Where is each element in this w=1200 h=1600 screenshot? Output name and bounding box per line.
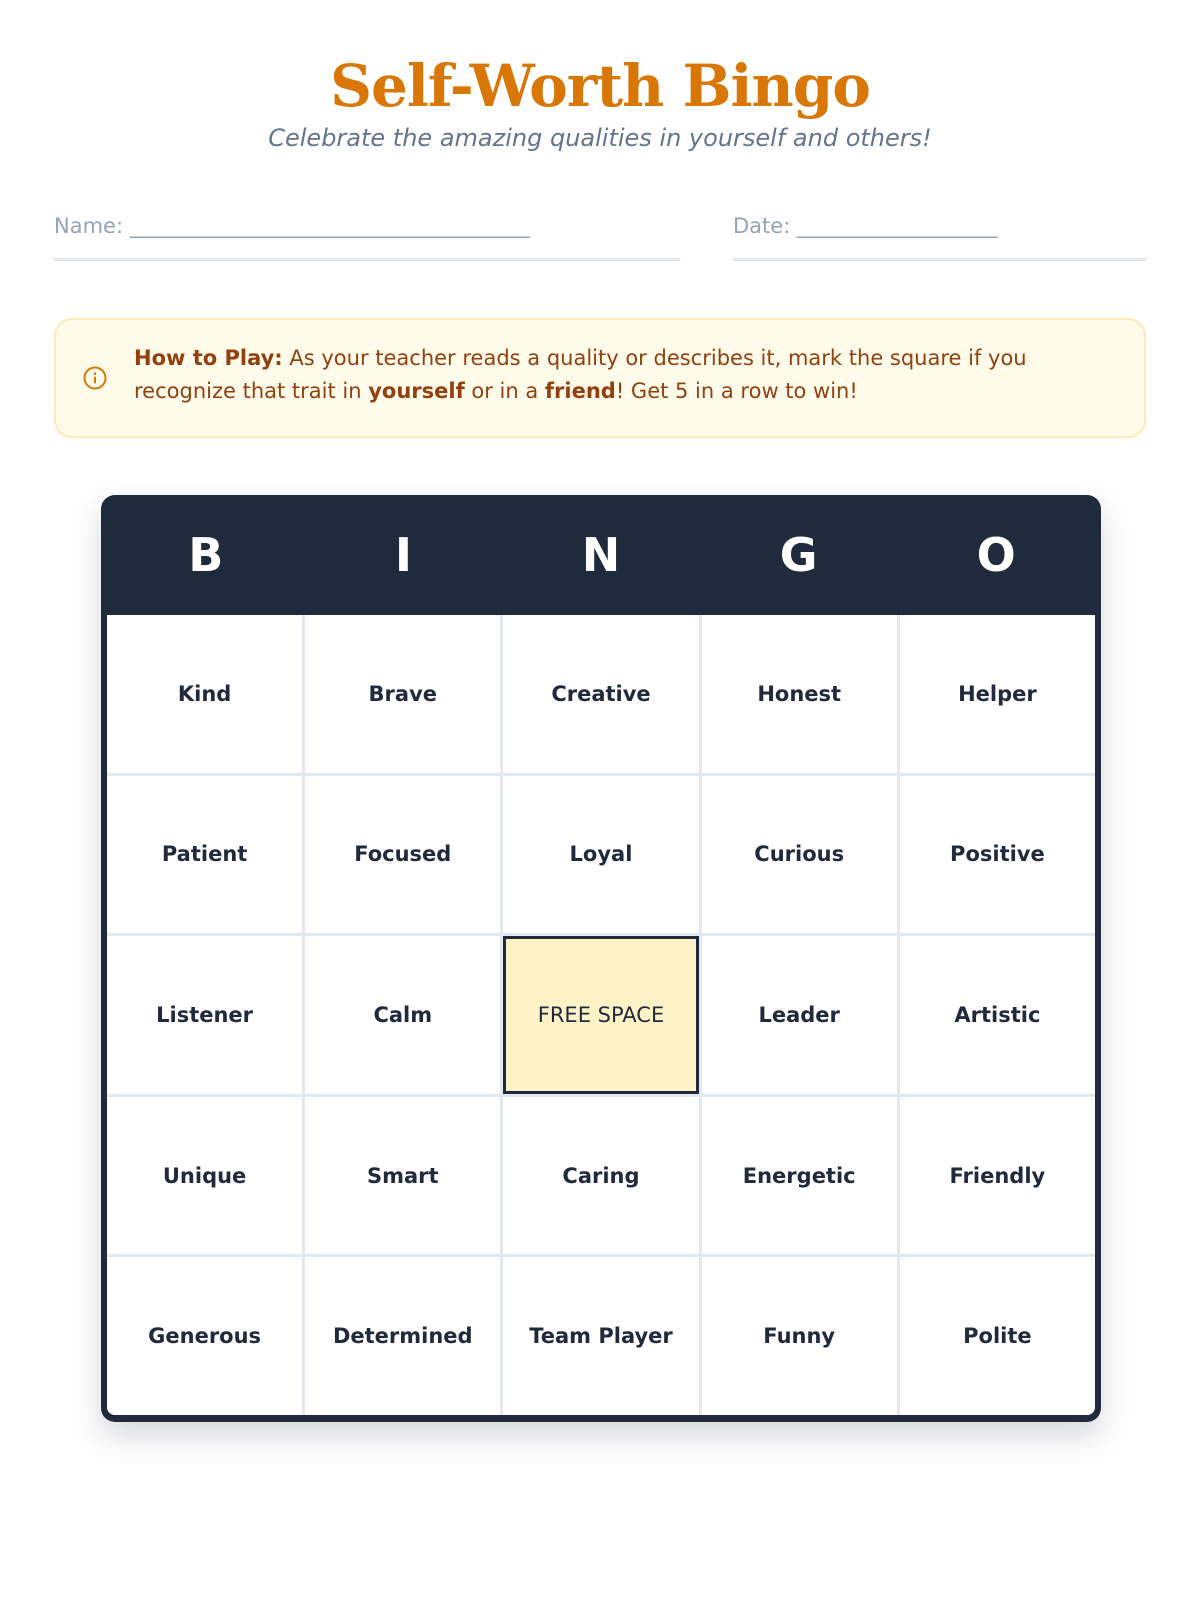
bingo-cell[interactable]: Loyal <box>503 776 698 934</box>
bingo-cell[interactable]: Leader <box>702 936 897 1094</box>
yourself-emphasis: yourself <box>368 379 465 403</box>
bingo-cell[interactable]: Patient <box>107 776 302 934</box>
how-to-play-callout <box>54 318 1146 438</box>
bingo-cell[interactable]: Kind <box>107 615 302 773</box>
bingo-cell[interactable]: Curious <box>702 776 897 934</box>
bingo-cell[interactable]: Focused <box>305 776 500 934</box>
name-field[interactable] <box>54 214 680 261</box>
page-title: Self-Worth Bingo <box>330 52 870 120</box>
bingo-letter-i: I <box>394 528 412 582</box>
bingo-cell[interactable]: Calm <box>305 936 500 1094</box>
bingo-cell[interactable]: Friendly <box>900 1097 1095 1255</box>
page-subtitle: Celebrate the amazing qualities in yourself and others! <box>268 124 932 152</box>
how-to-play-text-1: As your teacher reads a quality or describes it, mark the square if you recognize that trait in <box>134 346 1027 403</box>
bingo-cell[interactable]: Caring <box>503 1097 698 1255</box>
bingo-board <box>101 495 1101 1422</box>
bingo-cell[interactable]: Creative <box>503 615 698 773</box>
bingo-header <box>107 495 1095 615</box>
bingo-cell[interactable]: Artistic <box>900 936 1095 1094</box>
bingo-cell[interactable]: Positive <box>900 776 1095 934</box>
name-label: Name: <box>54 214 124 238</box>
date-label: Date: <box>733 214 791 238</box>
bingo-cell[interactable]: Helper <box>900 615 1095 773</box>
how-to-play-label: How to Play: <box>134 346 283 370</box>
bingo-cell[interactable]: Brave <box>305 615 500 773</box>
bingo-cell[interactable]: Energetic <box>702 1097 897 1255</box>
how-to-play-text-3: ! Get 5 in a row to win! <box>615 379 858 403</box>
bingo-cell[interactable]: Unique <box>107 1097 302 1255</box>
bingo-cell[interactable]: Polite <box>900 1257 1095 1415</box>
bingo-cell[interactable]: Listener <box>107 936 302 1094</box>
info-icon <box>82 365 108 391</box>
date-field[interactable] <box>733 214 1146 261</box>
how-to-play-text <box>134 342 1124 408</box>
bingo-cell[interactable]: Funny <box>702 1257 897 1415</box>
friend-emphasis: friend <box>544 379 616 403</box>
bingo-letter-b: B <box>188 528 224 582</box>
bingo-grid <box>107 615 1095 1415</box>
bingo-cell[interactable]: Team Player <box>503 1257 698 1415</box>
how-to-play-text-2: or in a <box>464 379 545 403</box>
name-blank-line: __________________________________________ <box>129 214 529 238</box>
bingo-cell[interactable]: Determined <box>305 1257 500 1415</box>
date-blank-line: _____________________ <box>796 214 997 238</box>
free-space-cell[interactable]: FREE SPACE <box>503 936 698 1094</box>
bingo-cell[interactable]: Generous <box>107 1257 302 1415</box>
bingo-cell[interactable]: Smart <box>305 1097 500 1255</box>
bingo-letter-g: G <box>779 528 818 582</box>
bingo-cell[interactable]: Honest <box>702 615 897 773</box>
bingo-letter-o: O <box>976 528 1016 582</box>
bingo-letter-n: N <box>581 528 621 582</box>
